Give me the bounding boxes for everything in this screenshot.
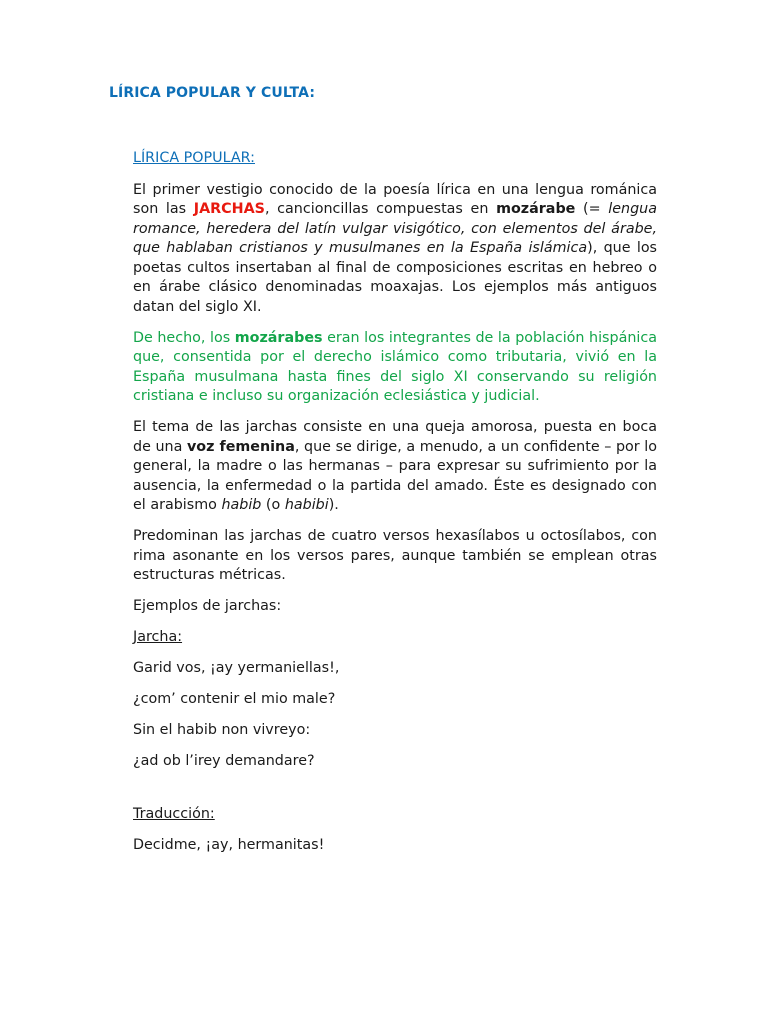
document-body [133, 149, 657, 867]
bold-voz-femenina: voz femenina [186, 438, 295, 455]
italic-definition: lengua romance, heredera del latín vulgar visigótico, con elementos del árabe, que hablaban cristianos y musulmanes en la España islámica [133, 201, 657, 256]
page-title: LÍRICA POPULAR Y CULTA: [109, 85, 316, 101]
text-run: , que se dirige, a menudo, a un confidente – por lo general, la madre o las hermanas – para expresar su sufrimiento por la ausencia, la enfermedad o la partida del amado. Éste es designado con el arabismo [133, 438, 657, 513]
paragraph-theme [133, 418, 657, 516]
examples-label: Ejemplos de jarchas: [133, 598, 282, 614]
text-run: ). [328, 497, 339, 513]
text-run: El tema de las jarchas consiste en una queja amorosa, puesta en boca de una [133, 419, 657, 455]
paragraph-jarchas-intro [133, 181, 657, 318]
jarcha-line: Sin el habib non vivreyo: [133, 722, 311, 738]
bold-mozarabes: mozárabes [234, 329, 323, 346]
jarcha-line: ¿com’ contenir el mio male? [133, 691, 336, 707]
italic-habib: habib [221, 497, 262, 513]
text-run: (= [575, 201, 609, 217]
jarcha-label: Jarcha: [133, 629, 183, 645]
paragraph-mozarabes-note [133, 329, 657, 407]
translation-label: Traducción: [133, 806, 215, 822]
jarcha-line: Garid vos, ¡ay yermaniellas!, [133, 660, 340, 676]
text-run: , cancioncillas compuestas en [264, 201, 497, 217]
highlight-jarchas: JARCHAS [193, 201, 265, 217]
blank-line [133, 783, 657, 805]
paragraph-meter: Predominan las jarchas de cuatro versos hexasílabos u octosílabos, con rima asonante en los versos pares, aunque también se emplean otras estructuras métricas. [133, 528, 657, 583]
bold-mozarabe: mozárabe [496, 201, 576, 217]
text-run: ), que los poetas cultos insertaban al final de composiciones escritas en hebreo o en árabe clásico denominadas moaxajas. Los ejemplos más antiguos datan del siglo XI. [133, 240, 658, 315]
italic-habibi: habibi [284, 497, 329, 513]
text-run: El primer vestigio conocido de la poesía lírica en una lengua románica son las [133, 181, 657, 217]
section-heading: LÍRICA POPULAR: [133, 150, 255, 166]
translation-line: Decidme, ¡ay, hermanitas! [133, 837, 325, 853]
text-run: eran los integrantes de la población hispánica que, consentida por el derecho islámico como tributaria, vivió en la España musulmana hasta fines del siglo XI conservando su religión cristiana e incluso su organización eclesiástica y judicial. [133, 329, 657, 404]
text-run: De hecho, los [133, 329, 235, 346]
jarcha-line: ¿ad ob l’irey demandare? [133, 753, 315, 769]
text-run: (o [261, 497, 285, 513]
